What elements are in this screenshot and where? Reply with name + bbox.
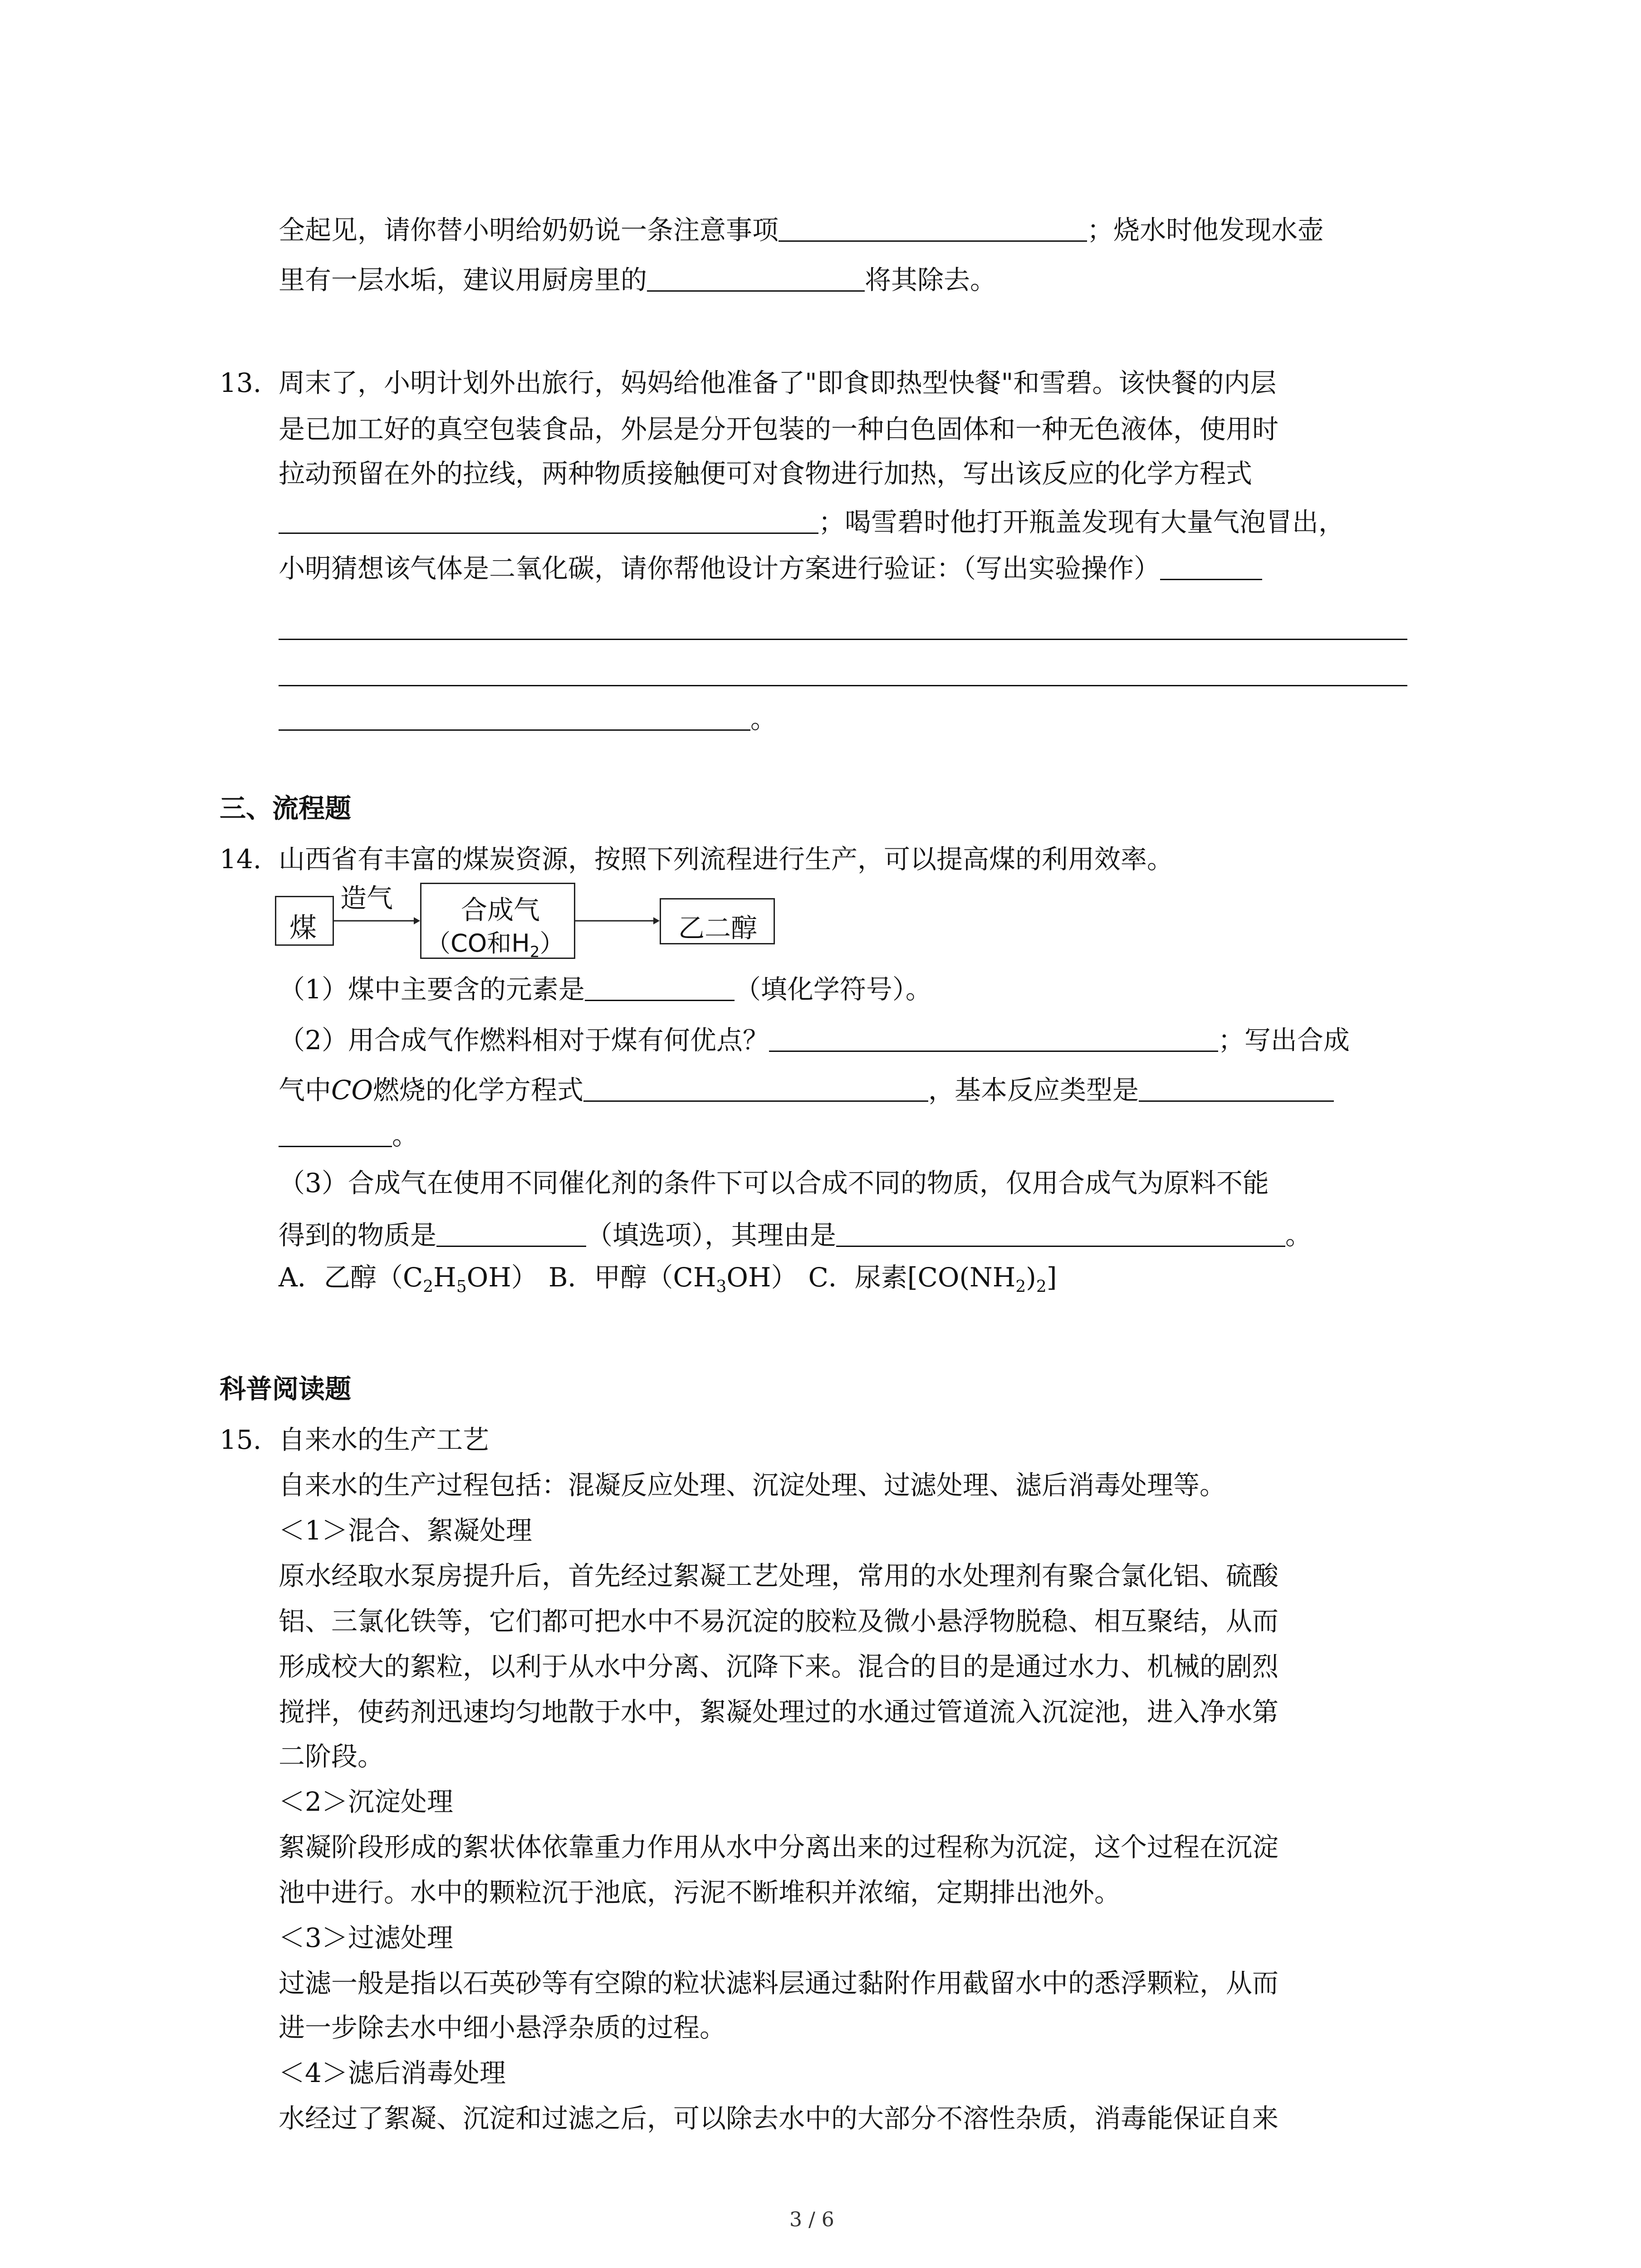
q15-line: 过滤一般是指以石英砂等有空隙的粒状滤料层通过黏附作用截留水中的悉浮颗粒，从而 <box>279 1968 1279 1999</box>
formula-subscript: 2 <box>423 1277 434 1296</box>
option-text: B．甲醇（CH <box>548 1262 716 1293</box>
q14-text: （填选项），其理由是 <box>586 1220 837 1251</box>
option-b <box>548 1262 798 1296</box>
option-text: ] <box>1046 1262 1057 1293</box>
option-a <box>279 1262 538 1296</box>
flow-arrow-2 <box>575 914 660 928</box>
q14-text: ，基本反应类型是 <box>928 1075 1139 1105</box>
q15-heading-2: ＜2＞沉淀处理 <box>279 1786 453 1817</box>
q13-line2: 是已加工好的真空包装食品，外层是分开包装的一种白色固体和一种无色液体，使用时 <box>279 414 1279 445</box>
answer-line[interactable] <box>279 639 1407 640</box>
section-title-flow: 三、流程题 <box>220 793 352 824</box>
answer-line[interactable] <box>279 685 1407 686</box>
q15-number: 15. <box>220 1424 262 1455</box>
q14-text: （填化学符号）。 <box>734 974 932 1005</box>
answer-blank[interactable] <box>279 1118 392 1147</box>
q14-part2-line2 <box>279 1072 1334 1106</box>
formula-text: （CO和H <box>426 929 530 958</box>
formula-subscript: 5 <box>456 1277 467 1296</box>
q13-text: ；喝雪碧时他打开瓶盖发现有大量气泡冒出， <box>818 507 1345 538</box>
q14-number: 14. <box>220 844 262 875</box>
answer-blank[interactable] <box>779 212 1087 242</box>
q15-line: 池中进行。水中的颗粒沉于池底，污泥不断堆积并浓缩，定期排出池外。 <box>279 1877 1121 1908</box>
formula-subscript: 2 <box>1036 1277 1047 1296</box>
flow-step-label: 造气 <box>340 883 393 914</box>
q12-text: 里有一层水垢，建议用厨房里的 <box>279 264 647 295</box>
q15-heading-1: ＜1＞混合、絮凝处理 <box>279 1515 532 1546</box>
formula-subscript: 2 <box>529 943 540 961</box>
q14-text: 得到的物质是 <box>279 1220 437 1251</box>
q13-line4 <box>279 504 1345 538</box>
answer-blank[interactable] <box>436 1217 586 1247</box>
q12-line2 <box>279 262 996 296</box>
formula-subscript: 2 <box>1015 1277 1026 1296</box>
answer-blank[interactable] <box>769 1022 1218 1052</box>
q15-heading-3: ＜3＞过滤处理 <box>279 1922 453 1953</box>
q14-part2-line1 <box>279 1022 1350 1056</box>
formula-text: ） <box>539 929 564 958</box>
q13-text: 小明猜想该气体是二氧化碳，请你帮他设计方案进行验证：（写出实验操作） <box>279 553 1161 584</box>
q14-part2-line3 <box>279 1118 418 1152</box>
answer-blank[interactable] <box>1160 551 1262 580</box>
q14-text: 。 <box>1285 1220 1312 1251</box>
q13-text: 。 <box>750 704 777 734</box>
formula-subscript: 3 <box>716 1277 727 1296</box>
section-title-reading: 科普阅读题 <box>220 1374 352 1404</box>
flow-arrow-1 <box>334 914 420 928</box>
flow-box-coal <box>275 896 334 946</box>
q14-text: （1）煤中主要含的元素是 <box>279 974 585 1005</box>
option-text: C．尿素[CO(NH <box>808 1262 1016 1293</box>
option-text: H <box>433 1262 456 1293</box>
q15-line: 二阶段。 <box>279 1741 384 1772</box>
q12-text: ；烧水时他发现水壶 <box>1087 215 1324 245</box>
q14-text: 。 <box>392 1120 419 1151</box>
q14-part3-line1: （3）合成气在使用不同催化剂的条件下可以合成不同的物质，仅用合成气为原料不能 <box>279 1168 1269 1198</box>
flow-label-syngas: 合成气 <box>461 894 540 925</box>
flow-box-product <box>660 898 775 944</box>
answer-blank[interactable] <box>585 972 735 1001</box>
q15-line: 铝、三氯化铁等，它们都可把水中不易沉淀的胶粒及微小悬浮物脱稳、相互聚结，从而 <box>279 1606 1279 1637</box>
q13-line5 <box>279 551 1262 585</box>
flow-box-syngas <box>420 883 575 959</box>
page-number: 3 / 6 <box>789 2208 834 2231</box>
q14-text: 气中 <box>279 1075 332 1105</box>
answer-blank[interactable] <box>1139 1072 1334 1102</box>
q15-line: 原水经取水泵房提升后，首先经过絮凝工艺处理，常用的水处理剂有聚合氯化铝、硫酸 <box>279 1560 1279 1591</box>
q15-line: 进一步除去水中细小悬浮杂质的过程。 <box>279 2012 726 2043</box>
answer-blank[interactable] <box>836 1217 1285 1247</box>
q15-line: 形成校大的絮粒，以利于从水中分离、沉降下来。混合的目的是通过水力、机械的剧烈 <box>279 1651 1279 1682</box>
formula-co: CO <box>331 1075 373 1105</box>
flow-label-coal: 煤 <box>289 912 317 944</box>
q15-line: 水经过了絮凝、沉淀和过滤之后，可以除去水中的大部分不溶性杂质，消毒能保证自来 <box>279 2103 1279 2134</box>
q14-text: ；写出合成 <box>1218 1025 1350 1056</box>
q15-line: 絮凝阶段形成的絮状体依靠重力作用从水中分离出来的过程称为沉淀，这个过程在沉淀 <box>279 1832 1279 1862</box>
q13-number: 13. <box>220 367 262 398</box>
q15-line: 自来水的生产过程包括：混凝反应处理、沉淀处理、过滤处理、滤后消毒处理等。 <box>279 1470 1226 1501</box>
q14-text: 燃烧的化学方程式 <box>372 1075 583 1105</box>
q14-options <box>279 1262 1057 1297</box>
q15-heading-4: ＜4＞滤后消毒处理 <box>279 2058 506 2088</box>
q13-line1: 周末了，小明计划外出旅行，妈妈给他准备了"即食即热型快餐"和雪碧。该快餐的内层 <box>279 367 1277 398</box>
q15-title: 自来水的生产工艺 <box>279 1424 490 1455</box>
q14-part1 <box>279 972 932 1006</box>
answer-blank[interactable] <box>647 262 865 292</box>
option-text: OH） <box>726 1262 798 1293</box>
option-text: ) <box>1026 1262 1036 1293</box>
q12-text: 将其除去。 <box>865 264 997 295</box>
flow-syngas-formula <box>426 924 564 961</box>
q12-line1 <box>279 212 1324 246</box>
q13-line-last <box>279 701 777 735</box>
option-text: A．乙醇（C <box>279 1262 423 1293</box>
q13-line3: 拉动预留在外的拉线，两种物质接触便可对食物进行加热，写出该反应的化学方程式 <box>279 458 1253 489</box>
q14-part3-line2 <box>279 1217 1312 1251</box>
option-c <box>808 1262 1057 1296</box>
q14-intro: 山西省有丰富的煤炭资源，按照下列流程进行生产，可以提高煤的利用效率。 <box>279 844 1174 875</box>
equation-blank[interactable] <box>279 504 818 534</box>
equation-blank[interactable] <box>583 1072 928 1102</box>
q15-line: 搅拌，使药剂迅速均匀地散于水中，絮凝处理过的水通过管道流入沉淀池，进入净水第 <box>279 1696 1279 1727</box>
q14-text: （2）用合成气作燃料相对于煤有何优点？ <box>279 1025 769 1056</box>
q12-text: 全起见，请你替小明给奶奶说一条注意事项 <box>279 215 779 245</box>
flow-label-product: 乙二醇 <box>678 913 758 943</box>
answer-blank[interactable] <box>279 701 750 731</box>
option-text: OH） <box>466 1262 538 1293</box>
